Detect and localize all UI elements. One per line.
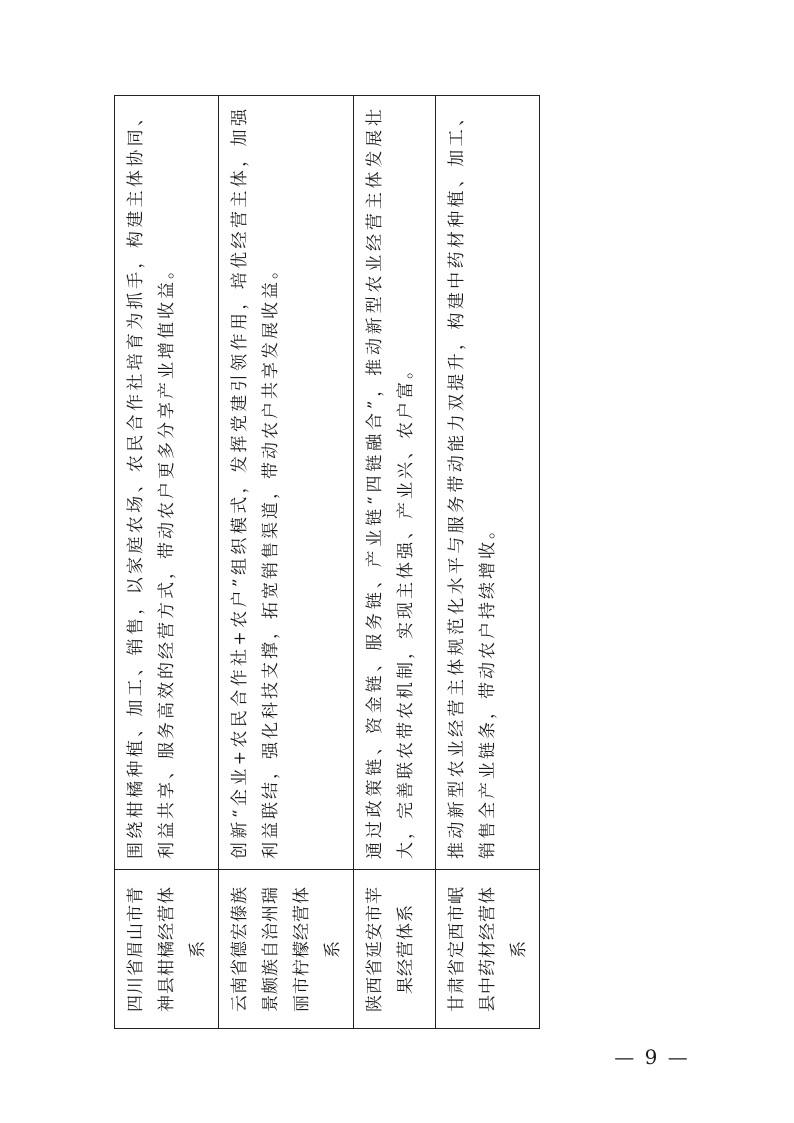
business-system-table	[114, 95, 540, 1029]
description-cell: 创新“企业+农民合作社+农户”组织模式，发挥党建引领作用，培优经营主体，加强利益联结，强化科技支撑，拓宽销售渠道，带动农户共享发展收益。	[219, 96, 354, 870]
description-cell: 通过政策链、资金链、服务链、产业链“四链融合”，推动新型农业经营主体发展壮大，完善联农带农机制，实现主体强、产业兴、农户富。	[354, 96, 436, 870]
table-row	[219, 96, 354, 1029]
page-number: — 9 —	[614, 1045, 690, 1069]
description-cell: 推动新型农业经营主体规范化水平与服务带动能力双提升，构建中药材种植、加工、销售全产业链条，带动农户持续增收。	[436, 96, 540, 870]
table-container	[114, 95, 529, 1029]
table-row	[436, 96, 540, 1029]
region-cell: 云南省德宏傣族景颇族自治州瑞丽市柠檬经营体系	[219, 870, 354, 1029]
rotated-table	[114, 95, 529, 1029]
region-cell: 甘肃省定西市岷县中药材经营体系	[436, 870, 540, 1029]
table-row	[354, 96, 436, 1029]
region-cell: 陕西省延安市苹果经营体系	[354, 870, 436, 1029]
table-row	[115, 96, 219, 1029]
region-cell: 四川省眉山市青神县柑橘经营体系	[115, 870, 219, 1029]
description-cell: 围绕柑橘种植、加工、销售，以家庭农场、农民合作社培育为抓手，构建主体协同、利益共享、服务高效的经营方式，带动农户更多分享产业增值收益。	[115, 96, 219, 870]
